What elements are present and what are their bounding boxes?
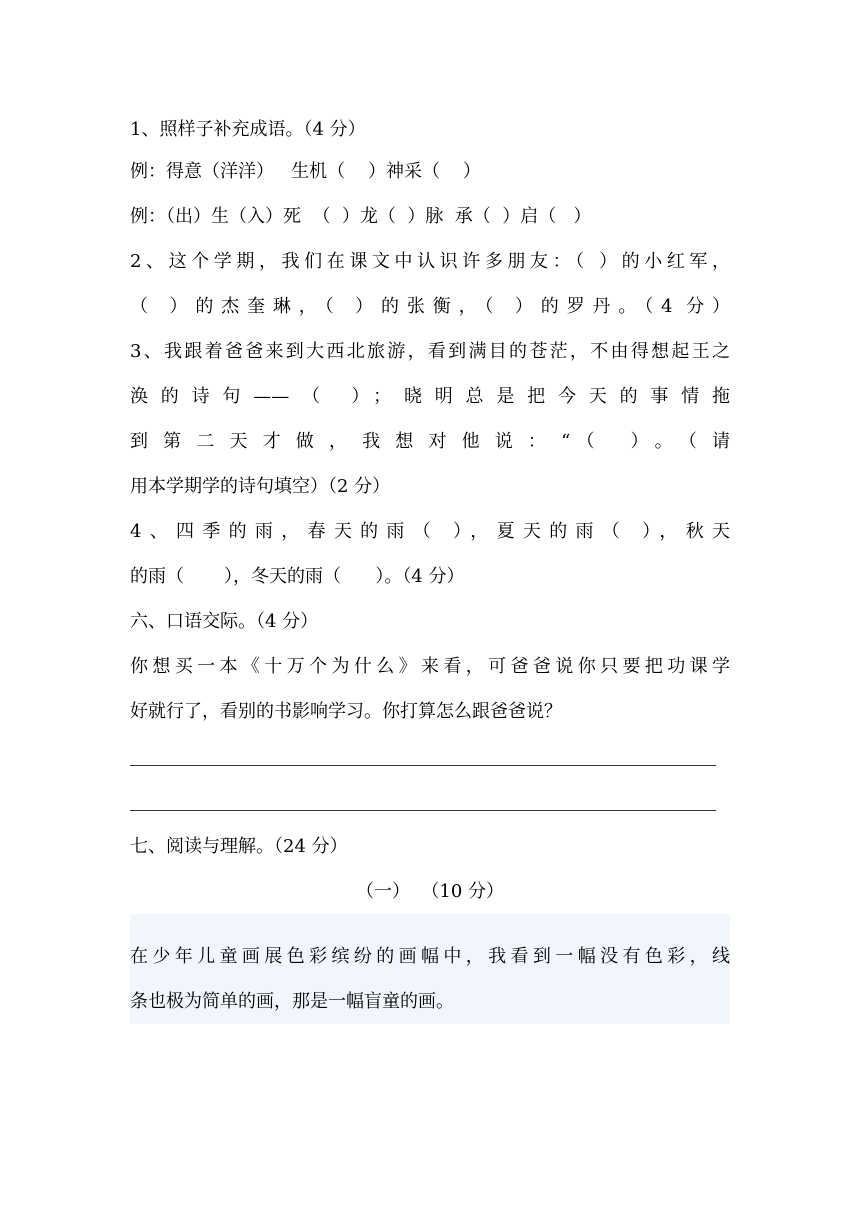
- q3-line3: 到第二天才做，我想对他说：“（ ）。（请: [130, 431, 730, 452]
- section6-prompt-line2: 好就行了，看别的书影响学习。你打算怎么跟爸爸说？: [130, 701, 562, 722]
- q3-line2: 涣的诗句——（ ）；晓明总是把今天的事情拖: [130, 386, 730, 407]
- q4-line2: 的雨（ ），冬天的雨（ ）。（4 分）: [130, 566, 465, 587]
- answer-line[interactable]: [130, 765, 716, 766]
- q1-example1: 例：得意（洋洋） 生机（ ）神采（ ）: [130, 161, 481, 182]
- passage-line2: 条也极为简单的画，那是一幅盲童的画。: [130, 991, 454, 1012]
- q3-line4: 用本学期学的诗句填空）（2 分）: [130, 476, 391, 497]
- q3-line1: 3、我跟着爸爸来到大西北旅游，看到满目的苍茫，不由得想起王之: [130, 341, 730, 362]
- section7-title: 七、阅读与理解。（24 分）: [130, 836, 348, 857]
- q4-line1: 4、四季的雨，春天的雨（ ），夏天的雨（ ），秋天: [130, 521, 730, 542]
- q1-example2: 例：（出）生（入）死 （ ）龙（ ）脉 承（ ）启（ ）: [130, 206, 592, 227]
- answer-line[interactable]: [130, 810, 716, 811]
- section6-prompt-line1: 你想买一本《十万个为什么》来看，可爸爸说你只要把功课学: [130, 656, 730, 677]
- passage-line1: 在少年儿童画展色彩缤纷的画幅中，我看到一幅没有色彩，线: [130, 946, 730, 967]
- section6-title: 六、口语交际。（4 分）: [130, 611, 319, 632]
- q2-line2: （ ）的杰奎琳，（ ）的张衡，（ ）的罗丹。（4 分）: [130, 296, 730, 317]
- q2-line1: 2、这个学期，我们在课文中认识许多朋友：（ ）的小红军，: [130, 251, 730, 272]
- q1-title: 1、照样子补充成语。（4 分）: [130, 119, 366, 140]
- section7-part1-heading: （一） （10 分）: [355, 881, 505, 902]
